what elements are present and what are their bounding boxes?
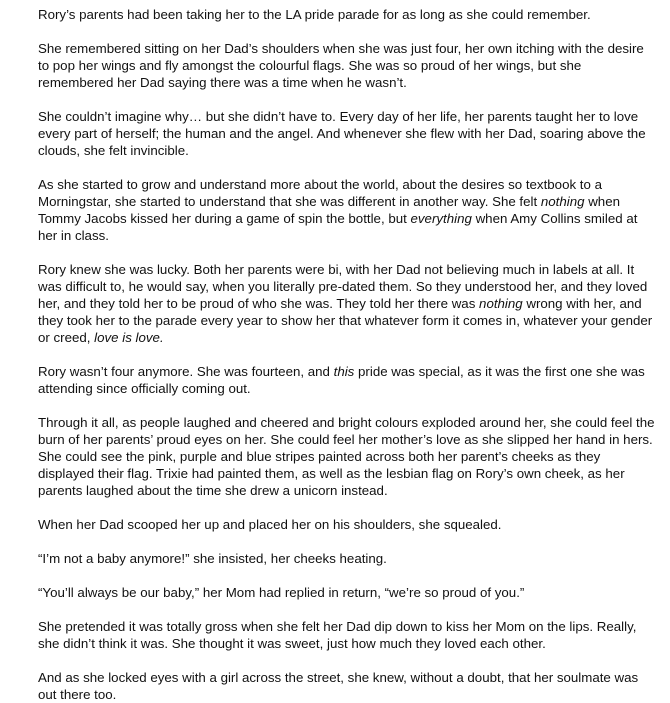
paragraph — [38, 261, 658, 346]
paragraph-text: pride was special, as it was the first one she was attending since officially coming out. — [38, 364, 645, 396]
paragraph-text: when Tommy Jacobs kissed her during a game of spin the bottle, but — [38, 194, 620, 226]
italic-text: nothing — [540, 194, 585, 209]
paragraph — [38, 6, 658, 23]
paragraph — [38, 669, 658, 703]
paragraph-text: Rory’s parents had been taking her to the LA pride parade for as long as she could remember. — [38, 7, 591, 22]
paragraph-text: “I’m not a baby anymore!” she insisted, her cheeks heating. — [38, 551, 387, 566]
paragraph-text: when Amy Collins smiled at her in class. — [38, 211, 638, 243]
paragraph-text: Through it all, as people laughed and cheered and bright colours exploded around her, she could feel the burn of her parents’ proud eyes on her. She could feel her mother’s love as she slipped her hand in hers. She could see the pink, purple and blue stripes painted across both her parent’s cheeks as they displayed their flag. Trixie had painted them, as well as the lesbian flag on Rory’s own cheek, as her parents laughed about the time she drew a unicorn instead. — [38, 415, 655, 498]
paragraph — [38, 40, 658, 91]
paragraph — [38, 176, 658, 244]
paragraph-text: wrong with her, and they took her to the parade every year to show her that whatever form it comes in, whatever your gender or creed, — [38, 296, 653, 345]
paragraph-text: Rory wasn’t four anymore. She was fourteen, and — [38, 364, 334, 379]
italic-text: everything — [410, 211, 472, 226]
paragraph-text: And as she locked eyes with a girl across the street, she knew, without a doubt, that her soulmate was out there too. — [38, 670, 639, 702]
paragraph-text: As she started to grow and understand more about the world, about the desires so textbook to a Morningstar, she started to understand that she was different in another way. She felt — [38, 177, 602, 209]
paragraph — [38, 618, 658, 652]
italic-text: nothing — [479, 296, 523, 311]
paragraph-text: “You’ll always be our baby,” her Mom had replied in return, “we’re so proud of you.” — [38, 585, 525, 600]
paragraph — [38, 584, 658, 601]
paragraph-text: She remembered sitting on her Dad’s shoulders when she was just four, her own itching with the desire to pop her wings and fly amongst the colourful flags. She was so proud of her wings, but she remembered her Dad saying there was a time when he wasn’t. — [38, 41, 644, 90]
paragraph — [38, 363, 658, 397]
italic-text: love is love. — [94, 330, 164, 345]
paragraph — [38, 414, 658, 499]
paragraph-text: She pretended it was totally gross when she felt her Dad dip down to kiss her Mom on the lips. Really, she didn’t think it was. She thought it was sweet, just how much they loved each other. — [38, 619, 637, 651]
paragraph-text: Rory knew she was lucky. Both her parents were bi, with her Dad not believing much in labels at all. It was difficult to, he would say, when you literally pre-dated them. So they understood her, and they loved her, and they told her to be proud of who she was. They told her there was — [38, 262, 648, 311]
paragraph-text: She couldn’t imagine why… but she didn’t have to. Every day of her life, her parents taught her to love every part of herself; the human and the angel. And whenever she flew with her Dad, soaring above the clouds, she felt invincible. — [38, 109, 646, 158]
paragraph — [38, 108, 658, 159]
paragraph-text: When her Dad scooped her up and placed her on his shoulders, she squealed. — [38, 517, 502, 532]
italic-text: this — [333, 364, 355, 379]
paragraph — [38, 550, 658, 567]
paragraph — [38, 516, 658, 533]
document-body — [38, 6, 658, 703]
